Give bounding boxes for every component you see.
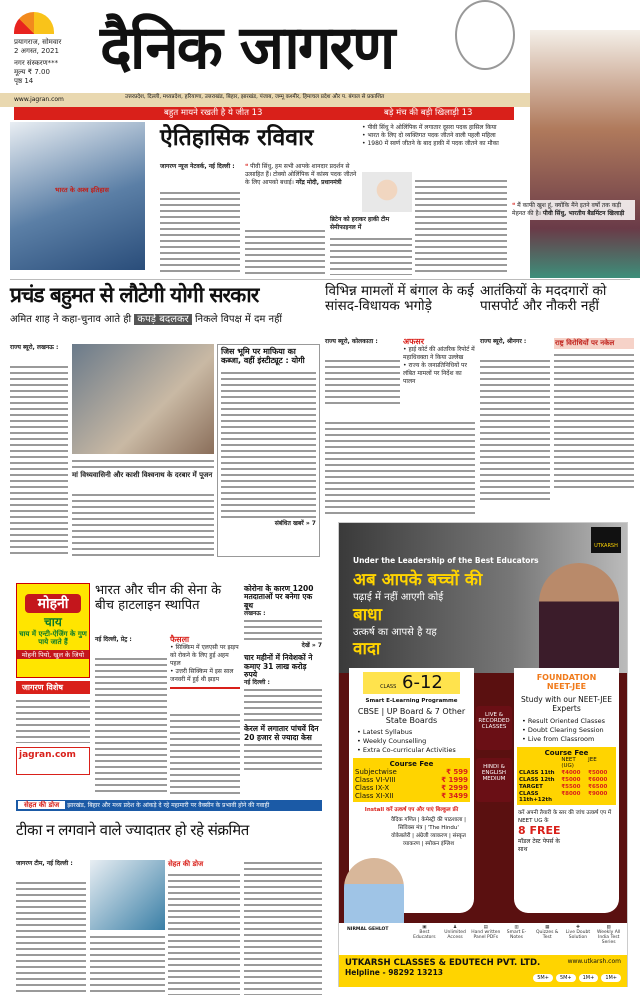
lead-subhead: ब्रिटेन को हराकर हाकी टीम सेमीफाइनल में — [330, 216, 390, 231]
access-icon: ♟ Unlimited Access — [444, 925, 466, 940]
educators-icon: ▣ Best Educators — [413, 925, 436, 940]
teaser-1[interactable]: बहुत मायने रखती है ये जीत 13 — [164, 108, 263, 118]
photo-caption — [72, 458, 214, 468]
student-photo — [539, 563, 619, 673]
class-6-12-card: CLASS 6-12 Smart E-Learning Programme CBSE | UP Board & 7 Other State Boards • Latest Syllabus • Weekly Counselling • Extra Co-curricular Activities Course Fee Subjectwise ₹ 599 Class VI-VIII ₹ 1999 Class IX-X ₹ 2999 Class XI-XII ₹ 3499 Install करें उत्कर्ष एप और पाएं बिल्कुल फ्री वैदिक गणित | केमेस्ट्री की पाठशाला | सिविक्स मंत्र | 'The Hindu' वोकेबलेरी | अंग्रेजी व्याकरण | संस्कृत व्याकरण | स्पोकन इंग्लिश — [349, 668, 474, 913]
jagran-special-header: जागरण विशेष — [16, 681, 90, 694]
china-dateline: नई दिल्ली, प्रेट्र : — [95, 636, 132, 643]
racket-graphic — [455, 0, 515, 70]
yogi-subhead: अमित शाह ने कहा-चुनाव आते ही कपड़े बदलकर निकले विपक्ष में दम नहीं — [10, 314, 283, 325]
fee-table-left: Course Fee Subjectwise ₹ 599 Class VI-VIII ₹ 1999 Class IX-X ₹ 2999 Class XI-XII ₹ 3499 — [355, 760, 468, 800]
health-strap: सेहत की डोज झारखंड, बिहार और मध्य प्रदेश के आंकड़े दे रहे महामारी पर वैक्सीन के प्रभावी होने की गवाही — [16, 800, 322, 811]
mohini-ad[interactable]: मोहनी चाय चाय में एन्टी-ऐजिंग के गुण पाये जाते हैं मोहनी पियो, खुल के जियो — [16, 583, 90, 678]
helpline[interactable]: Helpline - 98292 13213 — [345, 968, 444, 977]
bengal-headline[interactable]: विभिन्न मामलों में बंगाल के कई सांसद-विधायक भगोड़े — [325, 283, 474, 315]
china-headline[interactable]: भारत और चीन की सेना के बीच हाटलाइन स्थापित — [95, 583, 222, 613]
jagran-logo — [14, 12, 54, 34]
date: 2 अगस्त, 2021 — [14, 47, 59, 55]
china-box: फैसला • सिक्किम में एलएसी पर झड़प को रोकने के लिए हुई अहम पहल • उत्तरी सिक्किम में इस साल जनवरी में हुई थी झड़प — [170, 636, 240, 689]
vaccine-body-col4 — [244, 860, 322, 995]
vaccine-photo — [90, 860, 165, 930]
terror-box: राष्ट्र विरोधियों पर नकेल — [554, 338, 634, 492]
sindhu-photo — [530, 30, 640, 278]
presenter-name: NIRMAL GEHLOT — [347, 927, 389, 932]
masthead-title: दैनिक जागरण — [100, 13, 394, 83]
test-series-icon: ▧ Weekly All India Test Series — [597, 925, 621, 945]
yogi-headline[interactable]: प्रचंड बहुमत से लौटेगी योगी सरकार — [10, 283, 259, 307]
city-day: प्रयागराज, सोमवार — [14, 38, 62, 46]
lead-body-col1 — [160, 190, 240, 275]
playstore-icon: 5M+ — [556, 974, 576, 982]
bengal-box: अफसर • हाई कोर्ट की आंतरिक रिपोर्ट में महाधिवक्ता ने किया उल्लेख • राज्य के जनप्रतिनिधियों पर लंबित मामलों पर निर्देश का पालन — [403, 337, 475, 385]
social-badges — [533, 974, 621, 982]
lead-body-col4 — [415, 178, 507, 275]
photo-caption: भारत के अश्व इतिहास — [55, 186, 109, 194]
modi-photo — [362, 172, 412, 212]
notes-icon: ▥ Smart E-Notes — [506, 925, 527, 940]
vaccine-dateline: जागरण टीम, नई दिल्ली : — [16, 860, 73, 867]
edition-info — [14, 38, 92, 86]
lead-body-col2 — [245, 228, 325, 275]
lead-dateline: जागरण न्यूज नेटवर्क, नई दिल्ली : — [160, 163, 235, 170]
ad-heading-1: अब आपके बच्चों की — [353, 570, 483, 590]
facebook-icon: 1M+ — [579, 974, 599, 982]
telegram-icon: 1M+ — [601, 974, 621, 982]
china-body-col1 — [95, 656, 167, 795]
editions-list: उत्तरप्रदेश, दिल्ली, मध्यप्रदेश, हरियाणा, उत्तराखंड, बिहार, झारखंड, पंजाब, जम्मू कश्मीर, हिमाचल प्रदेश और प. बंगाल से प्रकाशित — [125, 94, 385, 100]
yogi-dateline: राज्य ब्यूरो, लखनऊ : — [10, 344, 59, 351]
terror-dateline: राज्य ब्यूरो, श्रीनगर : — [480, 338, 527, 345]
special-body — [16, 698, 90, 743]
youtube-icon: 5M+ — [533, 974, 553, 982]
yogi-box-head: मां विध्यवासिनी और काशी विश्वनाथ के दरबार में पूजन — [72, 471, 213, 479]
yogi-body-col1 — [10, 364, 68, 557]
page-count: पृष्ठ 14 — [14, 77, 34, 85]
presenter-photo — [344, 858, 404, 923]
fee-table-right: Course Fee NEET (UG) JEE CLASS 11th ₹4000 ₹5000 CLASS 12th ₹5000 ₹6000 TARGET ₹5500 ₹6500 CLASS 11th+12th ₹8000 ₹9000 — [517, 747, 616, 805]
bengal-body-col1 — [325, 358, 400, 408]
hockey-player-photo — [10, 122, 145, 270]
teaser-2[interactable]: बड़े मंच की बड़ी खिलाड़ी 13 — [384, 108, 473, 118]
ad-features — [409, 925, 624, 945]
modi-quote: ❝ पीवी सिंधु, हम सभी आपके शानदार प्रदर्शन से उत्साहित हैं। टोक्यो ओलिंपिक में कांस्य पदक जीतने के लिए आपको बधाई। नरेंद्र मोदी, प्रधानमंत्री — [245, 163, 357, 186]
website-link[interactable]: www.jagran.com — [14, 96, 64, 103]
sindhu-quote: ❝ मैं काफी खुश हूं, क्योंकि मैंने इतने वर्षों तक कड़ी मेहनत की है। पीवी सिंधु, भारतीय बैडमिंटन खिलाड़ी — [510, 200, 635, 220]
jump-link[interactable]: संबंधित खबरें » 7 — [274, 519, 316, 527]
utkarsh-ad[interactable] — [338, 522, 628, 987]
ad-heading-3: बाधा — [353, 605, 382, 625]
vaccine-body-col1 — [16, 880, 86, 995]
ad-footer — [339, 955, 627, 987]
vaccine-headline[interactable]: टीका न लगवाने वाले ज्यादातर हो रहे संक्रमित — [16, 821, 249, 839]
utkarsh-logo: UTKARSH — [591, 527, 621, 553]
quiz-icon: ▦ Quizzes & Test — [536, 925, 559, 940]
live-classes-badge: LIVE & RECORDED CLASSES — [476, 706, 512, 750]
lead-body-col3 — [330, 236, 412, 275]
ad-website[interactable]: www.utkarsh.com — [567, 958, 621, 965]
briefs-column: कोरोना के कारण 1200 मतदाताओं पर बनेगा एक बूथ लखनऊ : देखें » 7 चार महीनों में निवेशकों ने कमाए 31 लाख करोड़ रुपये नई दिल्ली : केरल में लगातार पांचवें दिन 20 हजार से ज्यादा केस — [244, 585, 322, 772]
amit-shah-photo — [72, 344, 214, 454]
teaser-band — [14, 107, 514, 120]
yogi-body-col2 — [72, 492, 214, 557]
lead-headline[interactable]: ऐतिहासिक रविवार — [160, 125, 314, 151]
jagran-com-box[interactable]: jagran.com — [16, 747, 90, 775]
vaccine-box-head: सेहत की डोज — [168, 860, 204, 868]
doubt-icon: ✚ Live Doubt Solution — [565, 925, 591, 940]
yogi-sidebar — [217, 344, 320, 557]
ad-heading-2: पढ़ाई में नहीं आएगी कोई — [353, 592, 444, 603]
vaccine-body-col2 — [90, 934, 165, 995]
ad-tagline: Under the Leadership of the Best Educators — [353, 556, 539, 565]
divider — [10, 279, 630, 280]
company-name: UTKARSH CLASSES & EDUTECH PVT. LTD. — [345, 958, 541, 968]
terror-headline[interactable]: आतंकियों के मददगारों को पासपोर्ट और नौकरी नहीं — [480, 283, 607, 315]
ad-heading-5: वादा — [353, 639, 381, 659]
ad-heading-4: उत्कर्ष का आपसे है यह — [353, 627, 437, 638]
sidebar-head: जिस भूमि पर माफिया का कब्जा, वहीं इंस्टीट्यूट : योगी — [221, 347, 305, 365]
china-body-col2 — [170, 712, 240, 795]
terror-body-col1 — [480, 358, 550, 502]
pdf-icon: ▤ Hand written Panel PDFs — [471, 925, 501, 940]
bengal-dateline: राज्य ब्यूरो, कोलकाता : — [325, 338, 378, 345]
neet-jee-card: FOUNDATION NEET-JEE Study with our NEET-JEE Experts • Result Oriented Classes • Doubt Clearing Session • Live from Classroom Course Fee NEET (UG) JEE CLASS 11th ₹4000 ₹5000 CLASS 12th ₹5000 ₹6000 TARGET ₹5500 ₹6500 CLASS 11th+12th ₹8000 ₹9000 करें अपनी तैयारी के स्तर की जांच उत्कर्ष एप में NEET UG के 8 FREE मॉडल टेस्ट पेपर्स के साथ — [514, 668, 619, 913]
vaccine-body-col3 — [168, 872, 240, 995]
edition: नगर संस्करण*** — [14, 59, 59, 67]
lead-bullets: • पीवी सिंधु ने ओलिंपिक में लगातार दूसरा पदक हासिल किया • भारत के लिए दो व्यक्तिगत पदक जीतने वाली पहली महिला • 1980 में स्वर्ण जीतने के बाद हाकी में पदक जीतने का मौका — [362, 124, 499, 147]
price: मूल्य ₹ 7.00 — [14, 68, 50, 76]
bengal-body — [325, 420, 475, 515]
medium-badge: HINDI & ENGLISH MEDIUM — [476, 758, 512, 802]
